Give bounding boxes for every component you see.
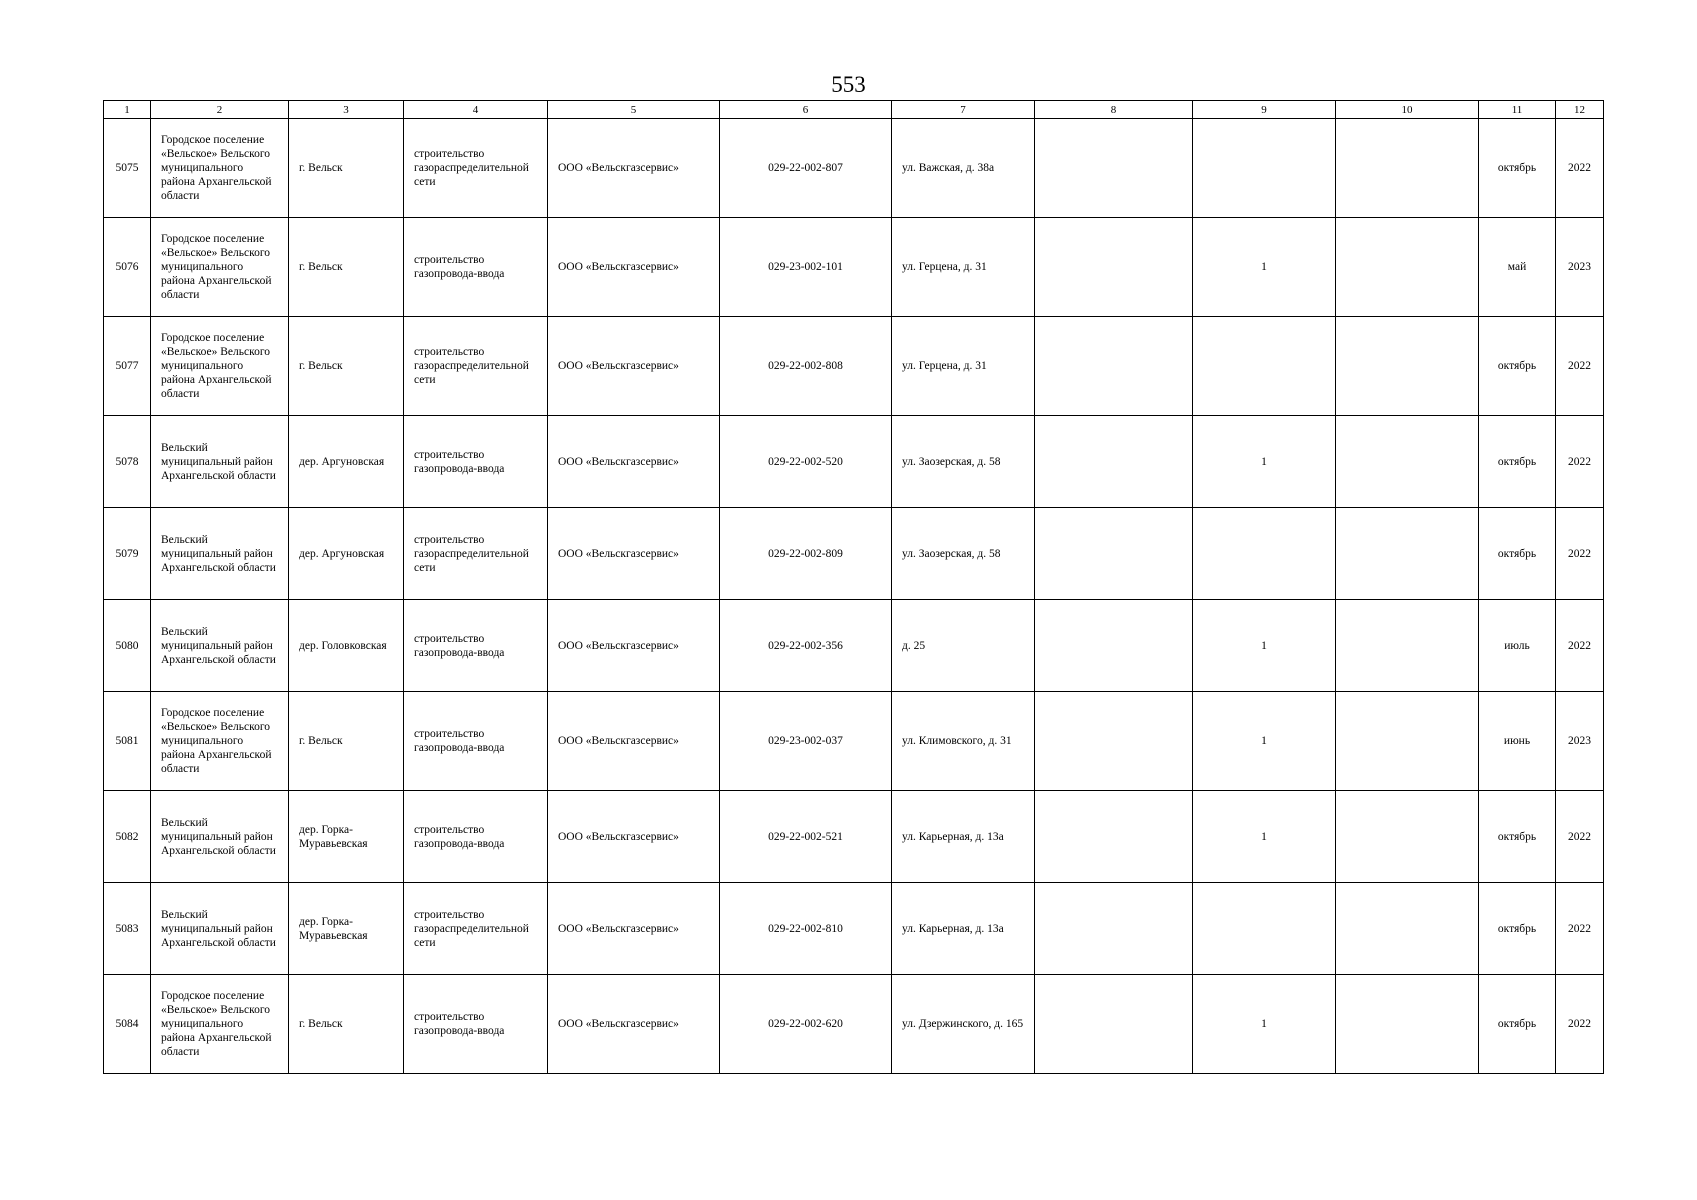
settlement-cell: дер. Аргуновская [289, 508, 404, 600]
municipality-cell: Вельский муниципальный район Архангельской области [151, 600, 289, 692]
work-type-cell: строительство газораспределительной сети [404, 508, 548, 600]
registration-code-cell: 029-22-002-809 [720, 508, 892, 600]
settlement-cell: г. Вельск [289, 975, 404, 1074]
municipality-cell: Вельский муниципальный район Архангельской области [151, 416, 289, 508]
settlement-cell: г. Вельск [289, 119, 404, 218]
row-number-cell: 5084 [104, 975, 151, 1074]
municipality-cell: Вельский муниципальный район Архангельской области [151, 883, 289, 975]
quantity-cell: 1 [1193, 218, 1336, 317]
row-number-cell: 5079 [104, 508, 151, 600]
year-cell: 2022 [1556, 883, 1604, 975]
registry-table [103, 100, 1604, 1074]
month-cell: июль [1479, 600, 1556, 692]
municipality-cell: Вельский муниципальный район Архангельской области [151, 508, 289, 600]
settlement-cell: г. Вельск [289, 692, 404, 791]
address-cell: ул. Дзержинского, д. 165 [892, 975, 1035, 1074]
organization-cell: ООО «Вельскгазсервис» [548, 600, 720, 692]
year-cell: 2022 [1556, 791, 1604, 883]
work-type-cell: строительство газопровода-ввода [404, 975, 548, 1074]
table-row [104, 975, 1604, 1074]
column-number: 4 [404, 101, 548, 119]
work-type-cell: строительство газопровода-ввода [404, 600, 548, 692]
row-number-cell: 5080 [104, 600, 151, 692]
month-cell: октябрь [1479, 883, 1556, 975]
row-number-cell: 5076 [104, 218, 151, 317]
work-type-cell: строительство газопровода-ввода [404, 692, 548, 791]
column-number: 2 [151, 101, 289, 119]
column-number: 10 [1336, 101, 1479, 119]
column-number: 1 [104, 101, 151, 119]
column-8-cell [1035, 416, 1193, 508]
column-10-cell [1336, 119, 1479, 218]
month-cell: октябрь [1479, 317, 1556, 416]
column-number: 3 [289, 101, 404, 119]
organization-cell: ООО «Вельскгазсервис» [548, 218, 720, 317]
column-10-cell [1336, 508, 1479, 600]
month-cell: октябрь [1479, 791, 1556, 883]
year-cell: 2022 [1556, 508, 1604, 600]
month-cell: июнь [1479, 692, 1556, 791]
column-10-cell [1336, 883, 1479, 975]
row-number-cell: 5083 [104, 883, 151, 975]
column-number: 12 [1556, 101, 1604, 119]
year-cell: 2022 [1556, 416, 1604, 508]
row-number-cell: 5081 [104, 692, 151, 791]
organization-cell: ООО «Вельскгазсервис» [548, 692, 720, 791]
registration-code-cell: 029-23-002-037 [720, 692, 892, 791]
municipality-cell: Городское поселение «Вельское» Вельского муниципального района Архангельской области [151, 317, 289, 416]
registration-code-cell: 029-22-002-520 [720, 416, 892, 508]
organization-cell: ООО «Вельскгазсервис» [548, 508, 720, 600]
column-number: 9 [1193, 101, 1336, 119]
column-8-cell [1035, 508, 1193, 600]
row-number-cell: 5078 [104, 416, 151, 508]
work-type-cell: строительство газопровода-ввода [404, 791, 548, 883]
registration-code-cell: 029-22-002-807 [720, 119, 892, 218]
address-cell: ул. Карьерная, д. 13а [892, 883, 1035, 975]
table-row [104, 791, 1604, 883]
column-number: 11 [1479, 101, 1556, 119]
organization-cell: ООО «Вельскгазсервис» [548, 975, 720, 1074]
address-cell: ул. Заозерская, д. 58 [892, 416, 1035, 508]
quantity-cell: 1 [1193, 600, 1336, 692]
address-cell: ул. Герцена, д. 31 [892, 218, 1035, 317]
table-row [104, 317, 1604, 416]
table-body [104, 101, 1604, 1074]
organization-cell: ООО «Вельскгазсервис» [548, 317, 720, 416]
organization-cell: ООО «Вельскгазсервис» [548, 119, 720, 218]
column-8-cell [1035, 791, 1193, 883]
municipality-cell: Вельский муниципальный район Архангельской области [151, 791, 289, 883]
row-number-cell: 5075 [104, 119, 151, 218]
column-8-cell [1035, 883, 1193, 975]
year-cell: 2022 [1556, 600, 1604, 692]
year-cell: 2023 [1556, 692, 1604, 791]
month-cell: октябрь [1479, 508, 1556, 600]
settlement-cell: г. Вельск [289, 218, 404, 317]
quantity-cell [1193, 119, 1336, 218]
column-10-cell [1336, 317, 1479, 416]
table-row [104, 692, 1604, 791]
settlement-cell: дер. Головковская [289, 600, 404, 692]
address-cell: д. 25 [892, 600, 1035, 692]
column-number-row [104, 101, 1604, 119]
month-cell: октябрь [1479, 975, 1556, 1074]
work-type-cell: строительство газопровода-ввода [404, 416, 548, 508]
quantity-cell: 1 [1193, 975, 1336, 1074]
year-cell: 2022 [1556, 317, 1604, 416]
column-10-cell [1336, 692, 1479, 791]
row-number-cell: 5082 [104, 791, 151, 883]
registration-code-cell: 029-23-002-101 [720, 218, 892, 317]
month-cell: май [1479, 218, 1556, 317]
column-10-cell [1336, 600, 1479, 692]
quantity-cell [1193, 508, 1336, 600]
quantity-cell: 1 [1193, 416, 1336, 508]
table-row [104, 119, 1604, 218]
table-row [104, 218, 1604, 317]
settlement-cell: дер. Аргуновская [289, 416, 404, 508]
quantity-cell: 1 [1193, 692, 1336, 791]
registration-code-cell: 029-22-002-521 [720, 791, 892, 883]
month-cell: октябрь [1479, 119, 1556, 218]
settlement-cell: дер. Горка-Муравьевская [289, 883, 404, 975]
organization-cell: ООО «Вельскгазсервис» [548, 883, 720, 975]
municipality-cell: Городское поселение «Вельское» Вельского муниципального района Архангельской области [151, 218, 289, 317]
organization-cell: ООО «Вельскгазсервис» [548, 416, 720, 508]
registration-code-cell: 029-22-002-356 [720, 600, 892, 692]
registration-code-cell: 029-22-002-810 [720, 883, 892, 975]
table-row [104, 600, 1604, 692]
address-cell: ул. Герцена, д. 31 [892, 317, 1035, 416]
column-number: 7 [892, 101, 1035, 119]
address-cell: ул. Климовского, д. 31 [892, 692, 1035, 791]
table-row [104, 416, 1604, 508]
column-8-cell [1035, 975, 1193, 1074]
year-cell: 2023 [1556, 218, 1604, 317]
registration-code-cell: 029-22-002-808 [720, 317, 892, 416]
column-8-cell [1035, 218, 1193, 317]
address-cell: ул. Важская, д. 38а [892, 119, 1035, 218]
work-type-cell: строительство газопровода-ввода [404, 218, 548, 317]
page-number: 553 [831, 72, 866, 97]
column-10-cell [1336, 975, 1479, 1074]
row-number-cell: 5077 [104, 317, 151, 416]
settlement-cell: дер. Горка-Муравьевская [289, 791, 404, 883]
organization-cell: ООО «Вельскгазсервис» [548, 791, 720, 883]
address-cell: ул. Заозерская, д. 58 [892, 508, 1035, 600]
month-cell: октябрь [1479, 416, 1556, 508]
table-row [104, 508, 1604, 600]
column-number: 5 [548, 101, 720, 119]
column-10-cell [1336, 218, 1479, 317]
column-8-cell [1035, 119, 1193, 218]
year-cell: 2022 [1556, 975, 1604, 1074]
column-8-cell [1035, 692, 1193, 791]
column-8-cell [1035, 600, 1193, 692]
quantity-cell [1193, 883, 1336, 975]
column-number: 6 [720, 101, 892, 119]
address-cell: ул. Карьерная, д. 13а [892, 791, 1035, 883]
settlement-cell: г. Вельск [289, 317, 404, 416]
registration-code-cell: 029-22-002-620 [720, 975, 892, 1074]
column-10-cell [1336, 791, 1479, 883]
municipality-cell: Городское поселение «Вельское» Вельского муниципального района Архангельской области [151, 119, 289, 218]
quantity-cell: 1 [1193, 791, 1336, 883]
municipality-cell: Городское поселение «Вельское» Вельского муниципального района Архангельской области [151, 975, 289, 1074]
column-number: 8 [1035, 101, 1193, 119]
column-10-cell [1336, 416, 1479, 508]
work-type-cell: строительство газораспределительной сети [404, 883, 548, 975]
quantity-cell [1193, 317, 1336, 416]
municipality-cell: Городское поселение «Вельское» Вельского муниципального района Архангельской области [151, 692, 289, 791]
column-8-cell [1035, 317, 1193, 416]
work-type-cell: строительство газораспределительной сети [404, 317, 548, 416]
work-type-cell: строительство газораспределительной сети [404, 119, 548, 218]
year-cell: 2022 [1556, 119, 1604, 218]
table-row [104, 883, 1604, 975]
